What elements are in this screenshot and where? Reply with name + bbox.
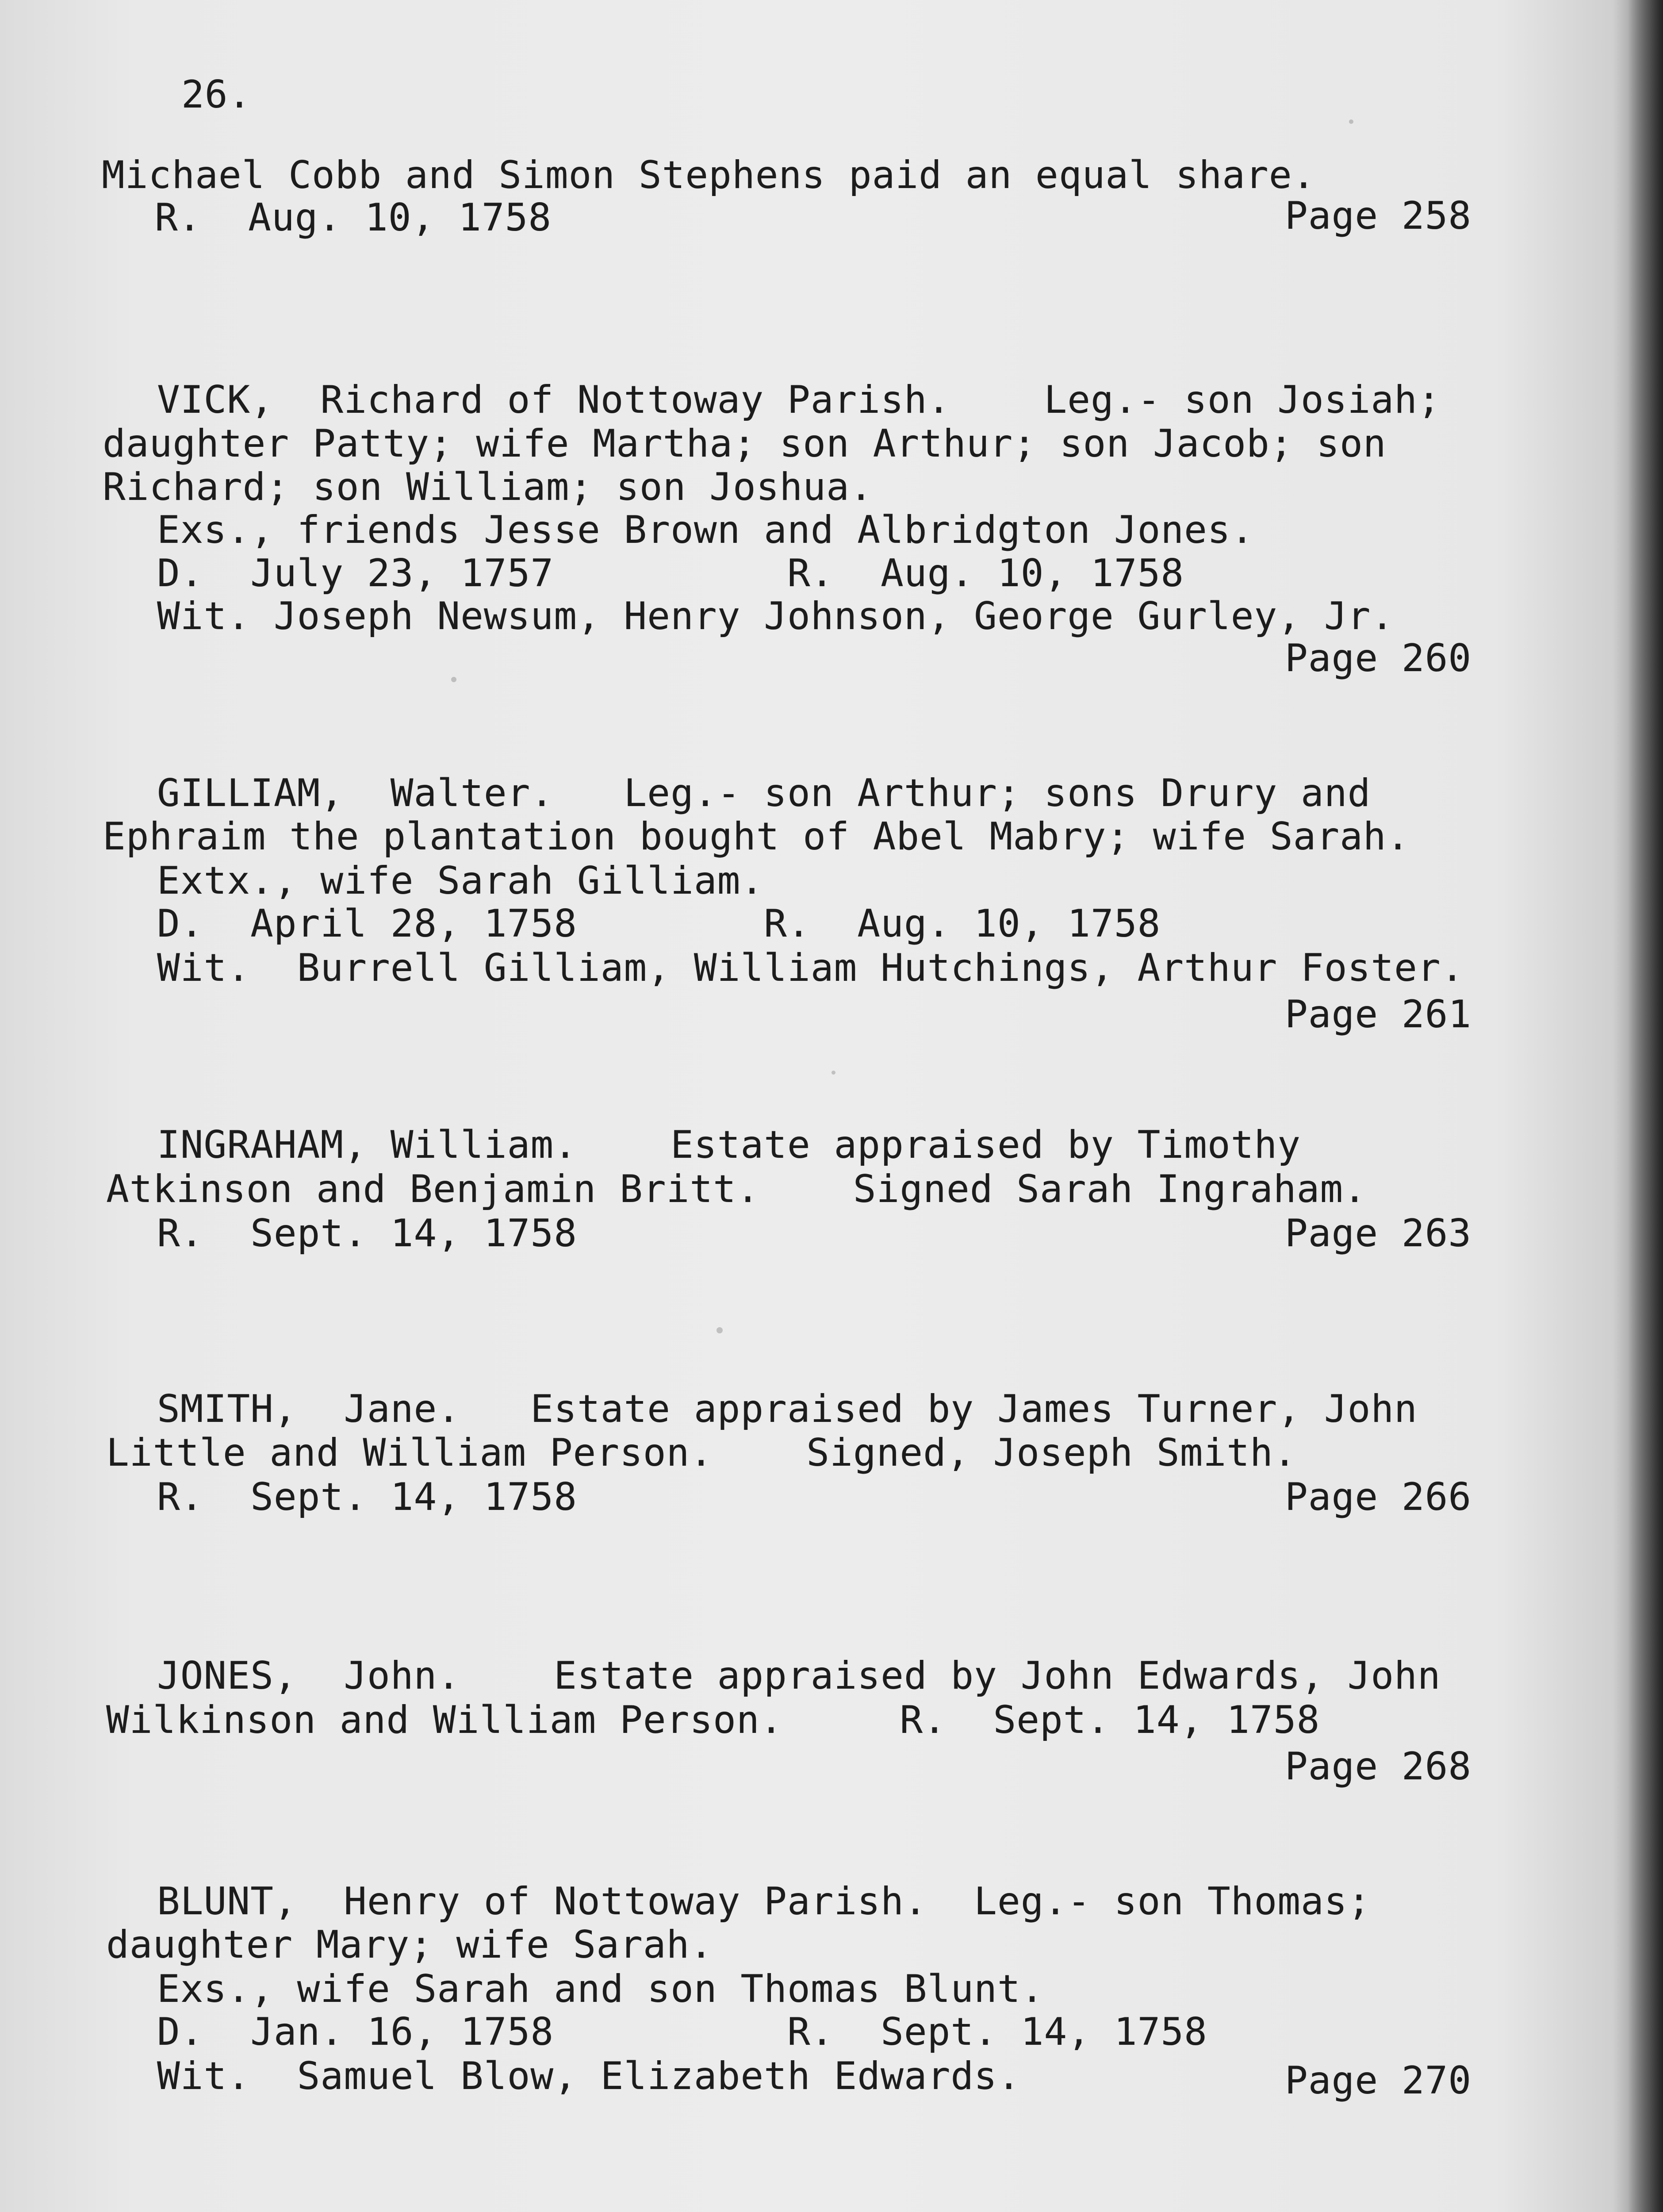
entry-line: INGRAHAM, William. Estate appraised by Timothy	[157, 1123, 1301, 1167]
entry-line: GILLIAM, Walter. Leg.- son Arthur; sons Drury and	[157, 771, 1371, 815]
scan-speck	[832, 1071, 835, 1075]
entry-line: R. Aug. 10, 1758	[155, 196, 552, 240]
entry-line: Ephraim the plantation bought of Abel Mabry; wife Sarah.	[103, 814, 1410, 859]
entry-line: SMITH, Jane. Estate appraised by James Turner, John	[157, 1387, 1418, 1431]
entry-line: Richard; son William; son Joshua.	[103, 465, 873, 509]
page-number: 26.	[181, 73, 252, 117]
page-ref: Page 268	[1285, 1744, 1472, 1789]
entry-line: BLUNT, Henry of Nottoway Parish. Leg.- son Thomas;	[157, 1879, 1371, 1924]
page-ref: Page 260	[1285, 636, 1472, 680]
page-ref: Page 266	[1285, 1475, 1472, 1519]
entry-line: Exs., wife Sarah and son Thomas Blunt.	[157, 1967, 1044, 2011]
scan-speck	[1349, 119, 1353, 124]
entry-line: Little and William Person. Signed, Joseph Smith.	[106, 1431, 1297, 1475]
page-ref: Page 261	[1285, 992, 1472, 1037]
page-ref: Page 258	[1285, 194, 1472, 238]
entry-line: R. Sept. 14, 1758	[157, 1211, 577, 1256]
entry-line: D. Jan. 16, 1758 R. Sept. 14, 1758	[157, 2010, 1207, 2054]
page-ref: Page 263	[1285, 1211, 1472, 1256]
entry-line: JONES, John. Estate appraised by John Edwards, John	[157, 1654, 1441, 1698]
entry-line: D. July 23, 1757 R. Aug. 10, 1758	[157, 551, 1184, 595]
entry-line: D. April 28, 1758 R. Aug. 10, 1758	[157, 902, 1161, 946]
entry-line: daughter Mary; wife Sarah.	[106, 1923, 713, 1967]
entry-line: Wit. Samuel Blow, Elizabeth Edwards.	[157, 2054, 1021, 2098]
entry-line: Atkinson and Benjamin Britt. Signed Sarah Ingraham.	[106, 1167, 1367, 1211]
entry-line: Michael Cobb and Simon Stephens paid an equal share.	[102, 153, 1316, 197]
page-edge-shadow	[1628, 0, 1663, 2212]
entry-line: Extx., wife Sarah Gilliam.	[157, 859, 764, 903]
entry-line: Wit. Burrell Gilliam, William Hutchings, Arthur Foster.	[157, 946, 1464, 990]
scan-speck	[717, 1327, 723, 1333]
scan-speck	[451, 677, 456, 682]
entry-line: Wit. Joseph Newsum, Henry Johnson, George Gurley, Jr.	[157, 594, 1395, 638]
page-ref: Page 270	[1285, 2058, 1472, 2103]
entry-line: VICK, Richard of Nottoway Parish. Leg.- son Josiah;	[157, 378, 1441, 422]
entry-line: R. Sept. 14, 1758	[157, 1475, 577, 1519]
entry-line: Wilkinson and William Person. R. Sept. 14, 1758	[106, 1698, 1320, 1742]
entry-line: Exs., friends Jesse Brown and Albridgton Jones.	[157, 508, 1254, 552]
entry-line: daughter Patty; wife Martha; son Arthur; son Jacob; son	[103, 422, 1387, 466]
